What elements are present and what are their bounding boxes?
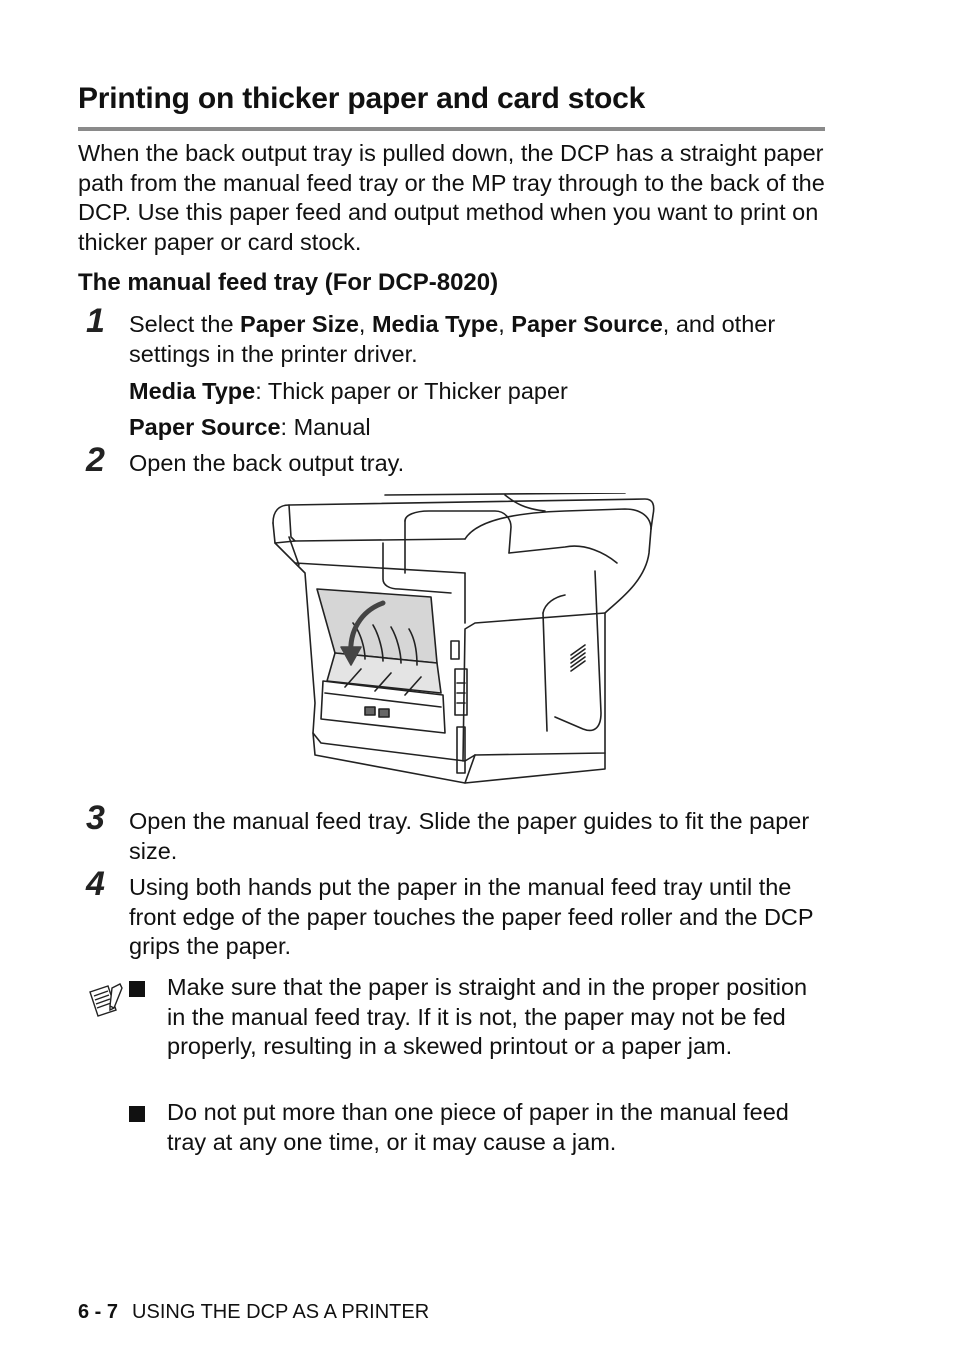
note-2-text: Do not put more than one piece of paper in the manual feed tray at any one time, or it may cause a jam. — [167, 1099, 789, 1155]
setting-media-type — [129, 376, 568, 406]
setting-value: : Thick paper or Thicker paper — [255, 378, 568, 404]
step-3-text: Open the manual feed tray. Slide the paper guides to fit the paper size. — [129, 808, 810, 864]
note-bullet — [129, 981, 145, 997]
page-number: 6 - 7 — [78, 1301, 119, 1323]
step-1-text-part: Select the — [129, 311, 241, 337]
paper-size-term: Paper Size — [240, 311, 359, 337]
step-number-4: 4 — [86, 865, 105, 903]
footer-section-title: USING THE DCP AS A PRINTER — [132, 1301, 430, 1323]
step-1-text — [129, 310, 829, 369]
note-bullet — [129, 1106, 145, 1122]
step-1-text-part: , and other settings in the printer driver. — [129, 311, 776, 367]
step-number-1: 1 — [86, 302, 105, 340]
intro-paragraph: When the back output tray is pulled down, the DCP has a straight paper path from the manual feed tray or the MP tray through to the back of the DCP. Use this paper feed and output method when you want to print on thicker paper or card stock. — [78, 140, 825, 256]
setting-paper-source — [129, 412, 371, 442]
setting-label: Media Type — [129, 378, 256, 404]
step-2-text: Open the back output tray. — [129, 450, 405, 476]
note-pencil-icon — [86, 982, 124, 1020]
setting-value: : Manual — [280, 414, 371, 440]
note-1-text: Make sure that the paper is straight and in the proper position in the manual feed tray. If it is not, the paper may not be fed properly, resulting in a skewed printout or a paper jam. — [167, 974, 808, 1060]
step-4-text: Using both hands put the paper in the manual feed tray until the front edge of the paper touches the paper feed roller and the DCP grips the paper. — [129, 874, 814, 960]
step-1-text-part: , — [358, 311, 372, 337]
media-type-term: Media Type — [371, 311, 499, 337]
paper-source-term: Paper Source — [511, 311, 663, 337]
setting-label: Paper Source — [129, 414, 281, 440]
section-subheading: The manual feed tray (For DCP-8020) — [78, 269, 499, 296]
printer-back-output-tray-illustration — [265, 493, 657, 791]
page-title: Printing on thicker paper and card stock — [78, 80, 825, 131]
step-number-2: 2 — [86, 441, 105, 479]
step-1-text-part: , — [498, 311, 512, 337]
step-number-3: 3 — [86, 799, 105, 837]
page-footer — [78, 1300, 429, 1324]
